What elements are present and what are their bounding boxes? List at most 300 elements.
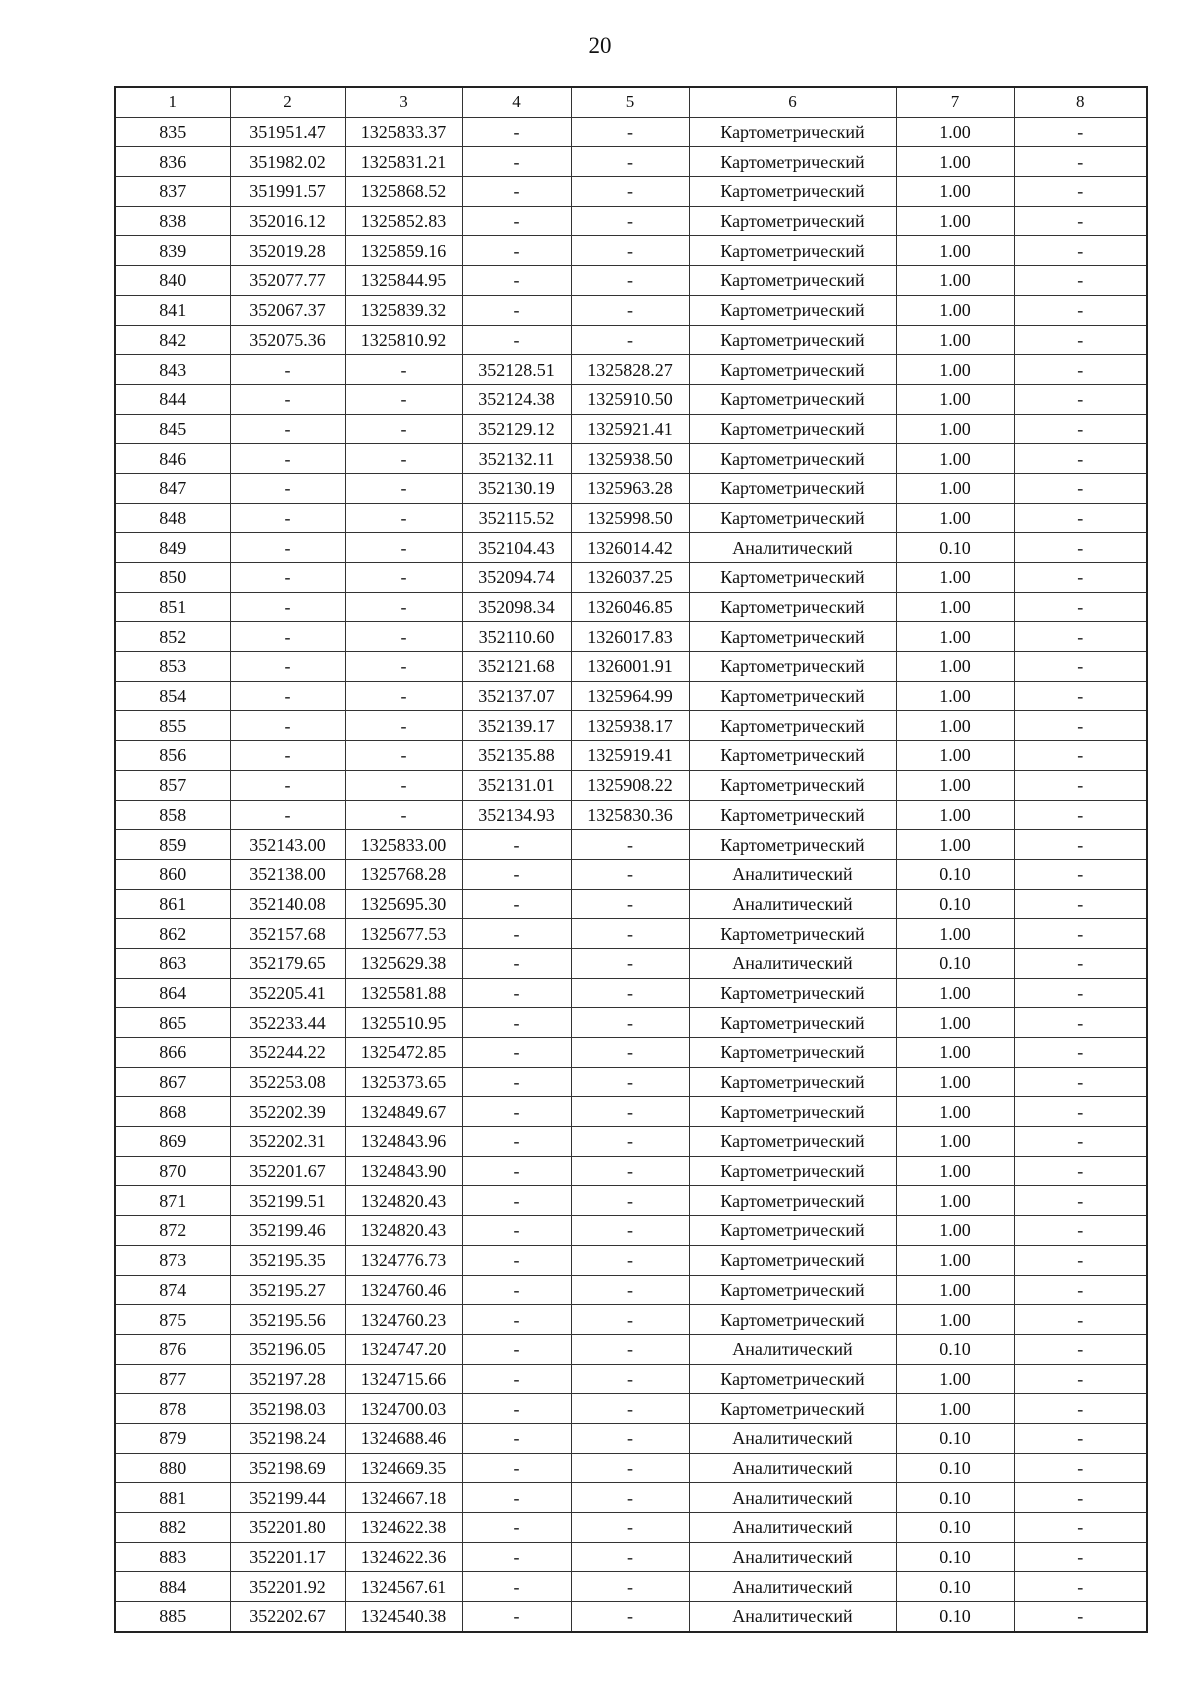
accuracy-cell: 1.00 xyxy=(896,147,1014,177)
table-row xyxy=(115,1483,1147,1513)
y-coordinate-cell: 1324567.61 xyxy=(345,1572,462,1602)
y-new-coordinate-cell: 1326001.91 xyxy=(571,652,689,682)
point-number-cell: 885 xyxy=(115,1602,230,1632)
x-new-coordinate-cell: - xyxy=(462,1245,571,1275)
method-cell: Аналитический xyxy=(689,1334,896,1364)
accuracy-cell: 0.10 xyxy=(896,1483,1014,1513)
method-cell: Аналитический xyxy=(689,1453,896,1483)
column-header: 7 xyxy=(896,87,1014,117)
x-new-coordinate-cell: - xyxy=(462,325,571,355)
note-cell: - xyxy=(1014,563,1147,593)
table-row xyxy=(115,652,1147,682)
y-new-coordinate-cell: - xyxy=(571,325,689,355)
x-coordinate-cell: 352198.69 xyxy=(230,1453,345,1483)
table-row xyxy=(115,770,1147,800)
x-new-coordinate-cell: 352129.12 xyxy=(462,414,571,444)
y-new-coordinate-cell: - xyxy=(571,859,689,889)
x-coordinate-cell: 352244.22 xyxy=(230,1038,345,1068)
x-new-coordinate-cell: - xyxy=(462,978,571,1008)
x-new-coordinate-cell: - xyxy=(462,236,571,266)
accuracy-cell: 1.00 xyxy=(896,978,1014,1008)
note-cell: - xyxy=(1014,800,1147,830)
note-cell: - xyxy=(1014,147,1147,177)
method-cell: Аналитический xyxy=(689,889,896,919)
x-coordinate-cell: - xyxy=(230,592,345,622)
method-cell: Картометрический xyxy=(689,622,896,652)
y-coordinate-cell: - xyxy=(345,800,462,830)
x-new-coordinate-cell: - xyxy=(462,1513,571,1543)
x-new-coordinate-cell: 352104.43 xyxy=(462,533,571,563)
x-new-coordinate-cell: 352134.93 xyxy=(462,800,571,830)
y-coordinate-cell: 1324843.90 xyxy=(345,1156,462,1186)
y-coordinate-cell: 1325677.53 xyxy=(345,919,462,949)
x-new-coordinate-cell: - xyxy=(462,1067,571,1097)
x-coordinate-cell: 352143.00 xyxy=(230,830,345,860)
point-number-cell: 839 xyxy=(115,236,230,266)
point-number-cell: 867 xyxy=(115,1067,230,1097)
x-coordinate-cell: 352253.08 xyxy=(230,1067,345,1097)
y-new-coordinate-cell: - xyxy=(571,1008,689,1038)
y-new-coordinate-cell: - xyxy=(571,177,689,207)
accuracy-cell: 1.00 xyxy=(896,741,1014,771)
x-new-coordinate-cell: - xyxy=(462,948,571,978)
note-cell: - xyxy=(1014,1275,1147,1305)
point-number-cell: 855 xyxy=(115,711,230,741)
method-cell: Аналитический xyxy=(689,1513,896,1543)
point-number-cell: 862 xyxy=(115,919,230,949)
x-coordinate-cell: 352202.39 xyxy=(230,1097,345,1127)
x-new-coordinate-cell: - xyxy=(462,117,571,147)
table-row xyxy=(115,444,1147,474)
x-coordinate-cell: 352195.27 xyxy=(230,1275,345,1305)
accuracy-cell: 1.00 xyxy=(896,1067,1014,1097)
y-new-coordinate-cell: - xyxy=(571,206,689,236)
y-coordinate-cell: 1324540.38 xyxy=(345,1602,462,1632)
note-cell: - xyxy=(1014,1423,1147,1453)
y-coordinate-cell: 1325859.16 xyxy=(345,236,462,266)
x-new-coordinate-cell: 352131.01 xyxy=(462,770,571,800)
x-coordinate-cell: 352201.17 xyxy=(230,1542,345,1572)
point-number-cell: 870 xyxy=(115,1156,230,1186)
y-new-coordinate-cell: 1325921.41 xyxy=(571,414,689,444)
note-cell: - xyxy=(1014,177,1147,207)
x-coordinate-cell: - xyxy=(230,741,345,771)
accuracy-cell: 1.00 xyxy=(896,355,1014,385)
table-row xyxy=(115,384,1147,414)
x-coordinate-cell: 352205.41 xyxy=(230,978,345,1008)
accuracy-cell: 0.10 xyxy=(896,948,1014,978)
note-cell: - xyxy=(1014,1038,1147,1068)
point-number-cell: 864 xyxy=(115,978,230,1008)
y-coordinate-cell: 1324669.35 xyxy=(345,1453,462,1483)
y-new-coordinate-cell: 1325963.28 xyxy=(571,473,689,503)
method-cell: Картометрический xyxy=(689,266,896,296)
method-cell: Картометрический xyxy=(689,117,896,147)
note-cell: - xyxy=(1014,1513,1147,1543)
x-new-coordinate-cell: - xyxy=(462,1097,571,1127)
y-coordinate-cell: 1325844.95 xyxy=(345,266,462,296)
y-coordinate-cell: - xyxy=(345,711,462,741)
point-number-cell: 850 xyxy=(115,563,230,593)
y-new-coordinate-cell: - xyxy=(571,1542,689,1572)
note-cell: - xyxy=(1014,830,1147,860)
note-cell: - xyxy=(1014,1245,1147,1275)
method-cell: Картометрический xyxy=(689,355,896,385)
method-cell: Картометрический xyxy=(689,652,896,682)
method-cell: Картометрический xyxy=(689,1038,896,1068)
x-coordinate-cell: - xyxy=(230,444,345,474)
x-coordinate-cell: 351951.47 xyxy=(230,117,345,147)
y-new-coordinate-cell: - xyxy=(571,978,689,1008)
x-coordinate-cell: 352201.80 xyxy=(230,1513,345,1543)
table-row xyxy=(115,1008,1147,1038)
note-cell: - xyxy=(1014,1216,1147,1246)
point-number-cell: 866 xyxy=(115,1038,230,1068)
table-row xyxy=(115,1453,1147,1483)
point-number-cell: 836 xyxy=(115,147,230,177)
method-cell: Аналитический xyxy=(689,1423,896,1453)
note-cell: - xyxy=(1014,1572,1147,1602)
method-cell: Картометрический xyxy=(689,295,896,325)
y-coordinate-cell: 1324849.67 xyxy=(345,1097,462,1127)
y-coordinate-cell: 1325833.00 xyxy=(345,830,462,860)
point-number-cell: 856 xyxy=(115,741,230,771)
accuracy-cell: 0.10 xyxy=(896,1542,1014,1572)
x-coordinate-cell: - xyxy=(230,414,345,444)
y-new-coordinate-cell: - xyxy=(571,266,689,296)
table-row xyxy=(115,859,1147,889)
x-coordinate-cell: 352196.05 xyxy=(230,1334,345,1364)
accuracy-cell: 1.00 xyxy=(896,206,1014,236)
y-new-coordinate-cell: - xyxy=(571,1423,689,1453)
x-coordinate-cell: - xyxy=(230,503,345,533)
note-cell: - xyxy=(1014,1067,1147,1097)
x-new-coordinate-cell: - xyxy=(462,1453,571,1483)
column-header: 8 xyxy=(1014,87,1147,117)
y-coordinate-cell: 1324820.43 xyxy=(345,1216,462,1246)
method-cell: Картометрический xyxy=(689,414,896,444)
x-new-coordinate-cell: - xyxy=(462,859,571,889)
y-coordinate-cell: - xyxy=(345,503,462,533)
table-row xyxy=(115,1127,1147,1157)
y-new-coordinate-cell: - xyxy=(571,1602,689,1632)
table-row xyxy=(115,1423,1147,1453)
accuracy-cell: 1.00 xyxy=(896,800,1014,830)
y-new-coordinate-cell: 1325938.50 xyxy=(571,444,689,474)
table-row xyxy=(115,592,1147,622)
point-number-cell: 838 xyxy=(115,206,230,236)
y-new-coordinate-cell: - xyxy=(571,1097,689,1127)
note-cell: - xyxy=(1014,978,1147,1008)
point-number-cell: 874 xyxy=(115,1275,230,1305)
y-new-coordinate-cell: - xyxy=(571,1275,689,1305)
table-row xyxy=(115,711,1147,741)
x-new-coordinate-cell: 352132.11 xyxy=(462,444,571,474)
x-coordinate-cell: 352179.65 xyxy=(230,948,345,978)
table-row xyxy=(115,1216,1147,1246)
point-number-cell: 847 xyxy=(115,473,230,503)
x-coordinate-cell: 351982.02 xyxy=(230,147,345,177)
y-coordinate-cell: 1325839.32 xyxy=(345,295,462,325)
method-cell: Картометрический xyxy=(689,830,896,860)
table-row xyxy=(115,355,1147,385)
y-new-coordinate-cell: - xyxy=(571,948,689,978)
x-new-coordinate-cell: - xyxy=(462,1334,571,1364)
x-new-coordinate-cell: - xyxy=(462,1127,571,1157)
method-cell: Картометрический xyxy=(689,1008,896,1038)
note-cell: - xyxy=(1014,1008,1147,1038)
y-coordinate-cell: - xyxy=(345,355,462,385)
x-new-coordinate-cell: - xyxy=(462,1572,571,1602)
point-number-cell: 846 xyxy=(115,444,230,474)
accuracy-cell: 0.10 xyxy=(896,533,1014,563)
note-cell: - xyxy=(1014,1156,1147,1186)
method-cell: Картометрический xyxy=(689,681,896,711)
y-new-coordinate-cell: 1326037.25 xyxy=(571,563,689,593)
note-cell: - xyxy=(1014,1334,1147,1364)
y-new-coordinate-cell: 1326017.83 xyxy=(571,622,689,652)
x-coordinate-cell: - xyxy=(230,770,345,800)
method-cell: Картометрический xyxy=(689,1394,896,1424)
point-number-cell: 881 xyxy=(115,1483,230,1513)
point-number-cell: 852 xyxy=(115,622,230,652)
coordinates-table xyxy=(114,86,1148,1633)
accuracy-cell: 0.10 xyxy=(896,1602,1014,1632)
method-cell: Картометрический xyxy=(689,1305,896,1335)
accuracy-cell: 1.00 xyxy=(896,444,1014,474)
x-new-coordinate-cell: - xyxy=(462,1008,571,1038)
y-coordinate-cell: 1325472.85 xyxy=(345,1038,462,1068)
x-coordinate-cell: - xyxy=(230,384,345,414)
accuracy-cell: 0.10 xyxy=(896,1572,1014,1602)
point-number-cell: 876 xyxy=(115,1334,230,1364)
point-number-cell: 880 xyxy=(115,1453,230,1483)
y-coordinate-cell: - xyxy=(345,741,462,771)
x-new-coordinate-cell: 352094.74 xyxy=(462,563,571,593)
accuracy-cell: 1.00 xyxy=(896,414,1014,444)
accuracy-cell: 1.00 xyxy=(896,1038,1014,1068)
x-new-coordinate-cell: 352121.68 xyxy=(462,652,571,682)
x-new-coordinate-cell: - xyxy=(462,1186,571,1216)
accuracy-cell: 1.00 xyxy=(896,711,1014,741)
table-row xyxy=(115,473,1147,503)
y-coordinate-cell: 1325695.30 xyxy=(345,889,462,919)
note-cell: - xyxy=(1014,1127,1147,1157)
table-row xyxy=(115,889,1147,919)
note-cell: - xyxy=(1014,652,1147,682)
y-coordinate-cell: 1324622.36 xyxy=(345,1542,462,1572)
y-coordinate-cell: - xyxy=(345,473,462,503)
x-coordinate-cell: - xyxy=(230,652,345,682)
accuracy-cell: 1.00 xyxy=(896,236,1014,266)
point-number-cell: 882 xyxy=(115,1513,230,1543)
x-coordinate-cell: - xyxy=(230,563,345,593)
x-coordinate-cell: - xyxy=(230,681,345,711)
y-coordinate-cell: - xyxy=(345,622,462,652)
x-new-coordinate-cell: - xyxy=(462,177,571,207)
table-row xyxy=(115,1275,1147,1305)
page-number: 20 xyxy=(588,33,612,58)
x-coordinate-cell: - xyxy=(230,800,345,830)
table-row xyxy=(115,1038,1147,1068)
note-cell: - xyxy=(1014,533,1147,563)
accuracy-cell: 1.00 xyxy=(896,563,1014,593)
y-coordinate-cell: 1325510.95 xyxy=(345,1008,462,1038)
method-cell: Аналитический xyxy=(689,1572,896,1602)
accuracy-cell: 1.00 xyxy=(896,1008,1014,1038)
table-row xyxy=(115,741,1147,771)
table-row xyxy=(115,1513,1147,1543)
column-header: 6 xyxy=(689,87,896,117)
table-row xyxy=(115,1602,1147,1632)
accuracy-cell: 1.00 xyxy=(896,1275,1014,1305)
x-new-coordinate-cell: - xyxy=(462,1038,571,1068)
y-new-coordinate-cell: 1326014.42 xyxy=(571,533,689,563)
method-cell: Аналитический xyxy=(689,533,896,563)
y-new-coordinate-cell: - xyxy=(571,1513,689,1543)
y-coordinate-cell: 1325831.21 xyxy=(345,147,462,177)
y-new-coordinate-cell: - xyxy=(571,1334,689,1364)
x-new-coordinate-cell: - xyxy=(462,1542,571,1572)
y-new-coordinate-cell: 1325938.17 xyxy=(571,711,689,741)
x-coordinate-cell: 352138.00 xyxy=(230,859,345,889)
method-cell: Картометрический xyxy=(689,1364,896,1394)
x-new-coordinate-cell: - xyxy=(462,1483,571,1513)
x-coordinate-cell: 352198.24 xyxy=(230,1423,345,1453)
y-new-coordinate-cell: - xyxy=(571,1067,689,1097)
y-new-coordinate-cell: - xyxy=(571,1305,689,1335)
column-header: 4 xyxy=(462,87,571,117)
y-coordinate-cell: - xyxy=(345,384,462,414)
y-coordinate-cell: 1325810.92 xyxy=(345,325,462,355)
point-number-cell: 848 xyxy=(115,503,230,533)
x-coordinate-cell: 352201.92 xyxy=(230,1572,345,1602)
column-header: 2 xyxy=(230,87,345,117)
note-cell: - xyxy=(1014,948,1147,978)
note-cell: - xyxy=(1014,266,1147,296)
method-cell: Картометрический xyxy=(689,1186,896,1216)
method-cell: Картометрический xyxy=(689,325,896,355)
x-new-coordinate-cell: - xyxy=(462,1364,571,1394)
y-coordinate-cell: - xyxy=(345,444,462,474)
point-number-cell: 840 xyxy=(115,266,230,296)
y-new-coordinate-cell: - xyxy=(571,1186,689,1216)
y-coordinate-cell: 1324667.18 xyxy=(345,1483,462,1513)
point-number-cell: 884 xyxy=(115,1572,230,1602)
note-cell: - xyxy=(1014,236,1147,266)
table-row xyxy=(115,563,1147,593)
accuracy-cell: 0.10 xyxy=(896,1513,1014,1543)
y-new-coordinate-cell: - xyxy=(571,236,689,266)
x-new-coordinate-cell: - xyxy=(462,206,571,236)
method-cell: Аналитический xyxy=(689,859,896,889)
accuracy-cell: 1.00 xyxy=(896,1186,1014,1216)
table-row xyxy=(115,1364,1147,1394)
table-row xyxy=(115,177,1147,207)
x-new-coordinate-cell: - xyxy=(462,295,571,325)
method-cell: Картометрический xyxy=(689,563,896,593)
y-coordinate-cell: - xyxy=(345,563,462,593)
note-cell: - xyxy=(1014,503,1147,533)
table-row xyxy=(115,919,1147,949)
y-coordinate-cell: 1324760.46 xyxy=(345,1275,462,1305)
point-number-cell: 871 xyxy=(115,1186,230,1216)
accuracy-cell: 1.00 xyxy=(896,652,1014,682)
point-number-cell: 854 xyxy=(115,681,230,711)
table-row xyxy=(115,266,1147,296)
point-number-cell: 842 xyxy=(115,325,230,355)
point-number-cell: 837 xyxy=(115,177,230,207)
x-coordinate-cell: 352202.67 xyxy=(230,1602,345,1632)
accuracy-cell: 1.00 xyxy=(896,622,1014,652)
accuracy-cell: 1.00 xyxy=(896,503,1014,533)
y-new-coordinate-cell: 1325998.50 xyxy=(571,503,689,533)
method-cell: Картометрический xyxy=(689,206,896,236)
y-new-coordinate-cell: - xyxy=(571,1364,689,1394)
table-row xyxy=(115,1156,1147,1186)
y-coordinate-cell: 1325768.28 xyxy=(345,859,462,889)
table-row xyxy=(115,1394,1147,1424)
x-new-coordinate-cell: - xyxy=(462,1602,571,1632)
point-number-cell: 869 xyxy=(115,1127,230,1157)
x-new-coordinate-cell: - xyxy=(462,1216,571,1246)
x-new-coordinate-cell: 352130.19 xyxy=(462,473,571,503)
accuracy-cell: 0.10 xyxy=(896,1423,1014,1453)
x-coordinate-cell: - xyxy=(230,355,345,385)
x-new-coordinate-cell: - xyxy=(462,1423,571,1453)
accuracy-cell: 0.10 xyxy=(896,1453,1014,1483)
table-row xyxy=(115,1067,1147,1097)
x-coordinate-cell: 352233.44 xyxy=(230,1008,345,1038)
column-header: 3 xyxy=(345,87,462,117)
point-number-cell: 843 xyxy=(115,355,230,385)
method-cell: Аналитический xyxy=(689,1602,896,1632)
y-new-coordinate-cell: - xyxy=(571,1453,689,1483)
method-cell: Картометрический xyxy=(689,384,896,414)
method-cell: Картометрический xyxy=(689,1275,896,1305)
method-cell: Картометрический xyxy=(689,1067,896,1097)
note-cell: - xyxy=(1014,384,1147,414)
point-number-cell: 857 xyxy=(115,770,230,800)
y-new-coordinate-cell: - xyxy=(571,919,689,949)
column-header: 5 xyxy=(571,87,689,117)
method-cell: Картометрический xyxy=(689,444,896,474)
y-coordinate-cell: 1324715.66 xyxy=(345,1364,462,1394)
table-row xyxy=(115,1334,1147,1364)
x-coordinate-cell: 352199.51 xyxy=(230,1186,345,1216)
note-cell: - xyxy=(1014,1542,1147,1572)
note-cell: - xyxy=(1014,622,1147,652)
point-number-cell: 858 xyxy=(115,800,230,830)
accuracy-cell: 1.00 xyxy=(896,295,1014,325)
note-cell: - xyxy=(1014,741,1147,771)
y-coordinate-cell: - xyxy=(345,533,462,563)
method-cell: Картометрический xyxy=(689,147,896,177)
y-coordinate-cell: 1324747.20 xyxy=(345,1334,462,1364)
point-number-cell: 844 xyxy=(115,384,230,414)
note-cell: - xyxy=(1014,592,1147,622)
x-coordinate-cell: 352077.77 xyxy=(230,266,345,296)
point-number-cell: 872 xyxy=(115,1216,230,1246)
y-new-coordinate-cell: - xyxy=(571,295,689,325)
note-cell: - xyxy=(1014,770,1147,800)
method-cell: Картометрический xyxy=(689,1245,896,1275)
point-number-cell: 868 xyxy=(115,1097,230,1127)
x-coordinate-cell: 352067.37 xyxy=(230,295,345,325)
y-new-coordinate-cell: - xyxy=(571,1572,689,1602)
y-coordinate-cell: 1324760.23 xyxy=(345,1305,462,1335)
method-cell: Картометрический xyxy=(689,1156,896,1186)
